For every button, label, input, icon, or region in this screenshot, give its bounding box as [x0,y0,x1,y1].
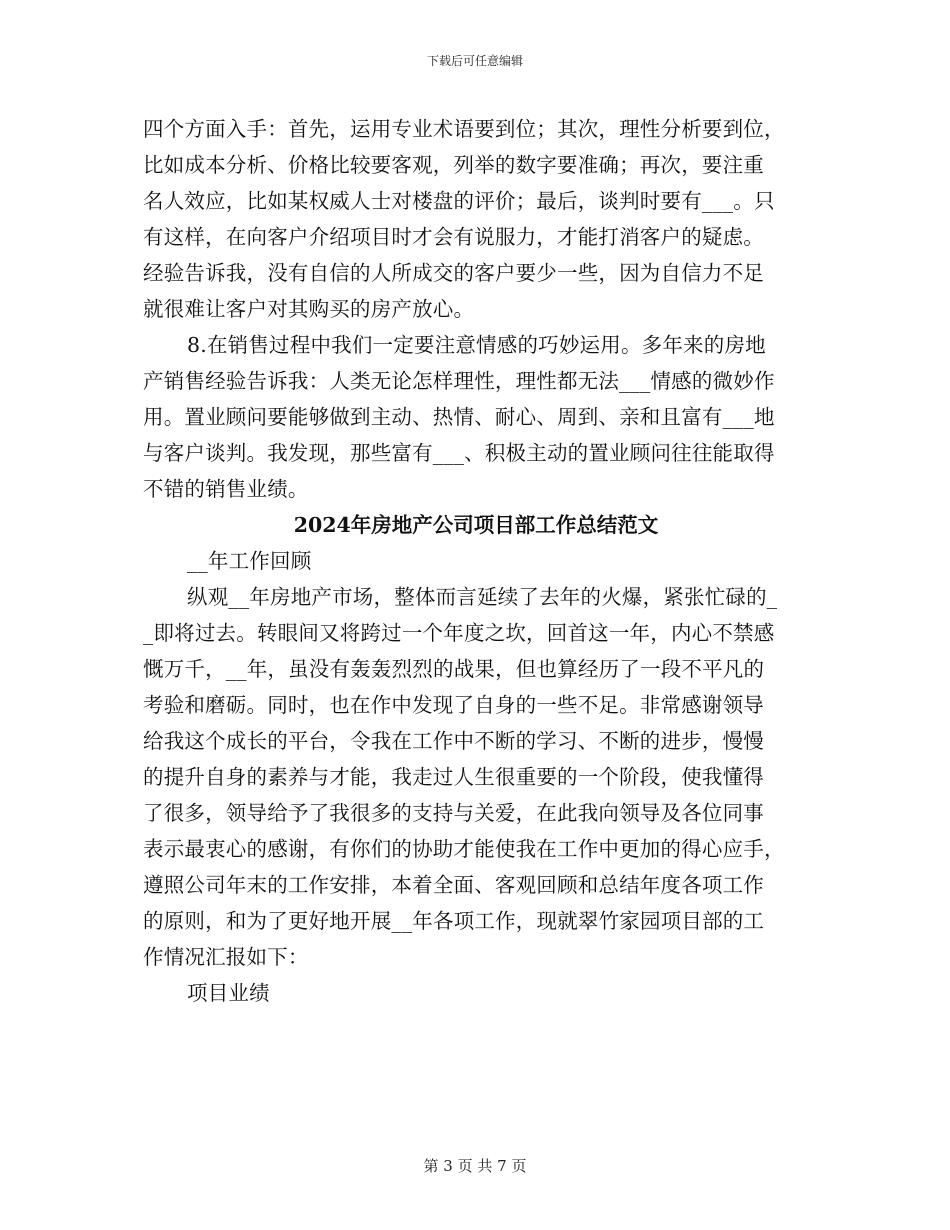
document-body [143,111,809,1011]
text-line: 比如成本分析、价格比较要客观，列举的数字要准确；再次，要注重 [143,153,764,177]
text-line: 与客户谈判。我发现，那些富有___、积极主动的置业顾问往往能取得 [143,441,775,465]
text-line: 四个方面入手：首先，运用专业术语要到位；其次，理性分析要到位， [143,117,785,141]
text-line: 表示最衷心的感谢，有你们的协助才能使我在工作中更加的得心应手， [143,837,785,861]
text-line: 考验和磨砺。同时，也在作中发现了自身的一些不足。非常感谢领导 [143,693,764,717]
subheading-project-performance: 项目业绩 [187,981,270,1005]
text-line: 的提升自身的素养与才能，我走过人生很重要的一个阶段，使我懂得 [143,765,764,789]
text-line: 8.在销售过程中我们一定要注意情感的巧妙运用。多年来的房地 [187,333,766,357]
page-number: 第 3 页 共 7 页 [423,1157,527,1175]
text-line: _即将过去。转眼间又将跨过一个年度之坎，回首这一年，内心不禁感 [143,621,775,645]
text-line: 有这样，在向客户介绍项目时才会有说服力，才能打消客户的疑虑。 [143,225,764,249]
subheading-year-review: __年工作回顾 [187,549,312,573]
paragraph-item-8 [143,327,809,507]
section-title: 2024年房地产公司项目部工作总结范文 [293,513,659,537]
text-line: 遵照公司年末的工作安排，本着全面、客观回顾和总结年度各项工作 [143,873,764,897]
text-line: 了很多，领导给予了我很多的支持与关爱，在此我向领导及各位同事 [143,801,764,825]
paragraph-continuation [143,111,809,327]
text-line: 产销售经验告诉我：人类无论怎样理性，理性都无法___情感的微妙作 [143,369,775,393]
text-line: 的原则，和为了更好地开展__年各项工作，现就翠竹家园项目部的工 [143,909,765,933]
text-line: 经验告诉我，没有自信的人所成交的客户要少一些，因为自信力不足 [143,261,764,285]
text-line: 不错的销售业绩。 [143,477,309,501]
text-line: 纵观__年房地产市场，整体而言延续了去年的火爆，紧张忙碌的_ [187,585,778,609]
page-header: 下载后可任意编辑 [426,54,523,68]
text-line: 名人效应，比如某权威人士对楼盘的评价；最后，谈判时要有___。只 [143,189,775,213]
text-line: 作情况汇报如下： [143,945,309,969]
text-line: 给我这个成长的平台，令我在工作中不断的学习、不断的进步，慢慢 [143,729,764,753]
paragraph-review [143,579,809,975]
text-line: 用。置业顾问要能够做到主动、热情、耐心、周到、亲和且富有___地 [143,405,775,429]
text-line: 就很难让客户对其购买的房产放心。 [143,297,475,321]
text-line: 慨万千，__年，虽没有轰轰烈烈的战果，但也算经历了一段不平凡的 [143,657,765,681]
